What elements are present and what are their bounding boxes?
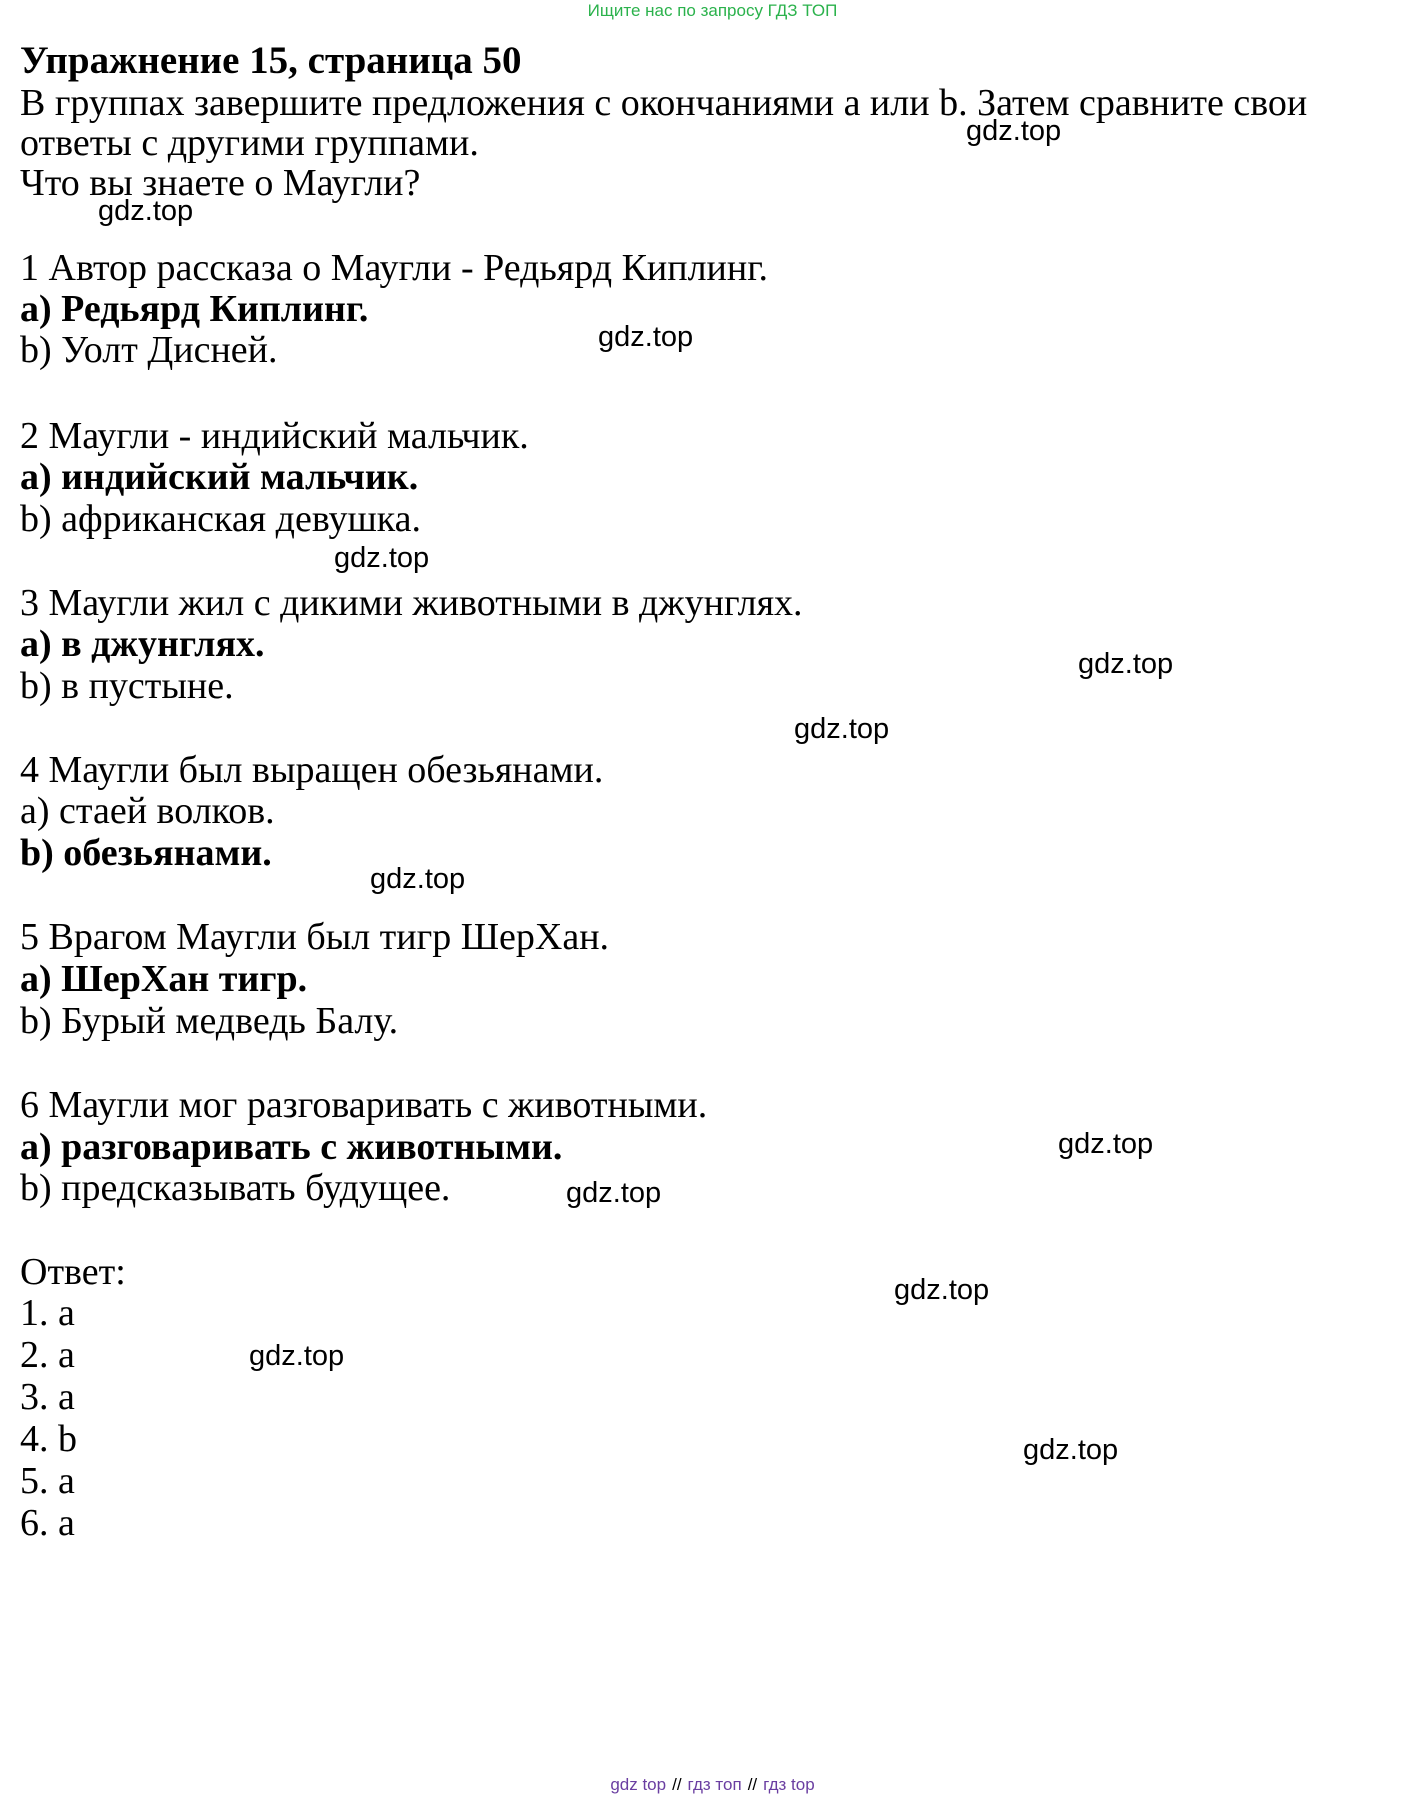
question-option-b-correct: b) обезьянами. [20, 832, 272, 874]
watermark: gdz.top [370, 863, 466, 895]
question-option-a-correct: a) Редьярд Киплинг. [20, 288, 369, 330]
answer-item: 6. a [20, 1502, 75, 1544]
answer-item: 3. a [20, 1376, 75, 1418]
question-statement: 2 Маугли - индийский мальчик. [20, 415, 529, 457]
watermark: gdz.top [598, 321, 694, 353]
answer-item: 4. b [20, 1418, 77, 1460]
footer-separator: // [672, 1775, 682, 1794]
watermark: gdz.top [894, 1274, 990, 1306]
question-option-b: b) предсказывать будущее. [20, 1167, 451, 1209]
top-banner[interactable]: Ищите нас по запросу ГДЗ ТОП [587, 1, 838, 20]
question-option-b: b) Бурый медведь Балу. [20, 1000, 399, 1042]
instruction-line: Что вы знаете о Маугли? [20, 162, 421, 204]
question-option-b: b) Уолт Дисней. [20, 329, 278, 371]
question-statement: 1 Автор рассказа о Маугли - Редьярд Киплинг. [20, 247, 769, 289]
watermark: gdz.top [249, 1340, 345, 1372]
watermark: gdz.top [334, 542, 430, 574]
footer [0, 1774, 1425, 1796]
question-statement: 4 Маугли был выращен обезьянами. [20, 749, 604, 791]
page-title: Упражнение 15, страница 50 [20, 39, 522, 82]
watermark: gdz.top [966, 115, 1062, 147]
answer-item: 5. a [20, 1460, 75, 1502]
footer-link[interactable]: gdz top [610, 1775, 667, 1794]
watermark: gdz.top [98, 195, 194, 227]
answer-item: 1. a [20, 1292, 75, 1334]
watermark: gdz.top [1078, 648, 1174, 680]
instruction-line: ответы с другими группами. [20, 122, 479, 164]
question-option-a-correct: a) индийский мальчик. [20, 456, 419, 498]
question-option-b: b) африканская девушка. [20, 498, 422, 540]
question-option-a: a) стаей волков. [20, 790, 275, 832]
answer-label: Ответ: [20, 1251, 126, 1293]
watermark: gdz.top [1023, 1434, 1119, 1466]
watermark: gdz.top [566, 1177, 662, 1209]
question-statement: 6 Маугли мог разговаривать с животными. [20, 1084, 708, 1126]
question-statement: 3 Маугли жил с дикими животными в джунглях. [20, 582, 803, 624]
instruction-line: В группах завершите предложения с окончаниями a или b. Затем сравните свои [20, 82, 1308, 124]
question-statement: 5 Врагом Маугли был тигр ШерХан. [20, 916, 610, 958]
answer-item: 2. a [20, 1334, 75, 1376]
footer-link[interactable]: гдз top [763, 1775, 815, 1794]
question-option-a-correct: a) разговаривать с животными. [20, 1126, 563, 1168]
watermark: gdz.top [794, 713, 890, 745]
question-option-a-correct: a) в джунглях. [20, 623, 265, 665]
watermark: gdz.top [1058, 1128, 1154, 1160]
footer-separator: // [747, 1775, 758, 1794]
footer-link[interactable]: гдз топ [687, 1775, 742, 1794]
question-option-b: b) в пустыне. [20, 665, 234, 707]
question-option-a-correct: a) ШерХан тигр. [20, 958, 308, 1000]
